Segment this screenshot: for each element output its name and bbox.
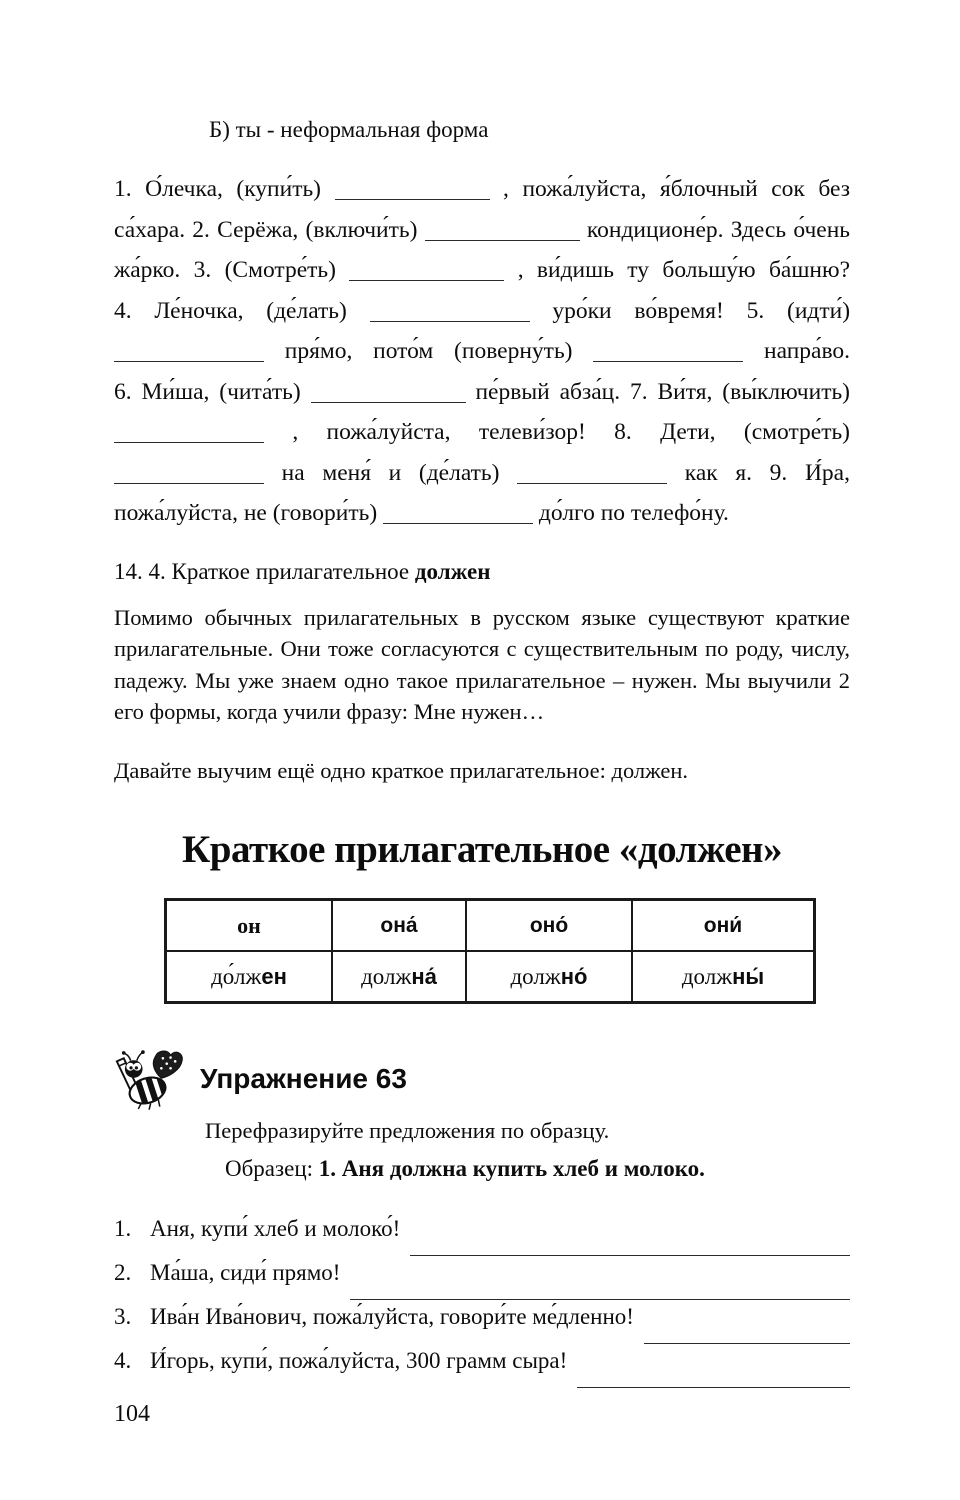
fill-line: пря́мо, пото́м (поверну́ть) напра́во. bbox=[114, 331, 850, 372]
table-header-cell: он bbox=[166, 900, 333, 952]
exercise-item bbox=[114, 1216, 850, 1260]
answer-blank bbox=[370, 299, 530, 322]
form-ending: ен bbox=[261, 963, 287, 989]
answer-blank bbox=[335, 177, 490, 200]
answer-blank bbox=[311, 380, 466, 403]
page-content bbox=[0, 117, 960, 1392]
fill-line: 1. О́лечка, (купи́ть) , пожа́луйста, я́блочный сок без bbox=[114, 176, 850, 202]
exercise-item bbox=[114, 1260, 850, 1304]
fill-line: жа́рко. 3. (Смотре́ть) , ви́дишь ту большу́ю ба́шню? bbox=[114, 257, 850, 283]
item-text: Аня, купи́ хлеб и молоко́! bbox=[150, 1216, 401, 1241]
answer-blank bbox=[114, 420, 264, 443]
item-number: 3. bbox=[114, 1304, 132, 1329]
section-heading bbox=[114, 559, 850, 585]
table-header-cell: она́ bbox=[332, 900, 466, 952]
conjugation-table bbox=[164, 898, 816, 1004]
answer-blank bbox=[517, 461, 667, 484]
answer-blank bbox=[114, 461, 264, 484]
sample-line bbox=[225, 1156, 850, 1182]
bee-pencil-icon bbox=[106, 1046, 186, 1112]
imperative-fill-in-exercise bbox=[114, 169, 850, 534]
answer-blank bbox=[114, 339, 264, 362]
table-form-cell: до́лжен bbox=[166, 951, 333, 1003]
answer-line bbox=[350, 1277, 850, 1300]
item-text: И́горь, купи́, пожа́луйста, 300 грамм сыра! bbox=[150, 1348, 568, 1373]
page-number: 104 bbox=[114, 1401, 150, 1427]
section-heading-prefix: 14. 4. Краткое прилагательное bbox=[114, 558, 415, 584]
answer-blank bbox=[349, 258, 504, 281]
answer-line bbox=[577, 1365, 850, 1388]
fill-line: са́хара. 2. Серёжа, (включи́ть) кондиционе́р. Здесь о́чень bbox=[114, 216, 850, 243]
answer-blank bbox=[593, 339, 743, 362]
exercise-item bbox=[114, 1304, 850, 1348]
grammar-paragraph: Помимо обычных прилагательных в русском языке существуют краткие прилагательные. Они тоже согласуются с существительным по роду, числу, падежу. Мы уже знаем одно такое прилагательное – нужен. Мы выучили 2 его формы, когда учили фразу: Мне нужен… bbox=[114, 604, 850, 724]
answer-line bbox=[410, 1233, 850, 1256]
item-number: 4. bbox=[114, 1348, 132, 1373]
form-ending: на́ bbox=[411, 963, 437, 989]
exercise-item bbox=[114, 1348, 850, 1392]
table-title: Краткое прилагательное «должен» bbox=[182, 828, 782, 871]
form-ending: ны́ bbox=[732, 963, 765, 989]
subsection-heading: Б) ты - неформальная форма bbox=[209, 117, 489, 142]
exercise-instruction: Перефразируйте предложения по образцу. bbox=[205, 1118, 610, 1143]
answer-line bbox=[644, 1321, 850, 1344]
lead-in-note: Давайте выучим ещё одно краткое прилагательное: должен. bbox=[114, 757, 689, 783]
exercise-header bbox=[106, 1046, 850, 1112]
table-header-cell: оно́ bbox=[466, 900, 632, 952]
item-number: 1. bbox=[114, 1216, 132, 1241]
answer-blank bbox=[425, 218, 580, 241]
table-form-cell: должны́ bbox=[632, 951, 815, 1003]
fill-line: 4. Ле́ночка, (де́лать) уро́ки во́время! 5. (идти́) bbox=[114, 297, 851, 324]
form-ending: но́ bbox=[560, 963, 588, 989]
sample-text: 1. Аня должна купить хлеб и молоко. bbox=[318, 1156, 705, 1181]
fill-line: пожа́луйста, не (говори́ть) до́лго по телефо́ну. bbox=[114, 500, 729, 526]
section-heading-bold-term: должен bbox=[414, 558, 491, 584]
table-header-cell: они́ bbox=[632, 900, 815, 952]
item-number: 2. bbox=[114, 1260, 132, 1285]
item-text: Ива́н Ива́нович, пожа́луйста, говори́те ме́дленно! bbox=[150, 1304, 634, 1329]
fill-line: на меня́ и (де́лать) как я. 9. И́ра, bbox=[114, 453, 850, 494]
exercise-items bbox=[114, 1216, 850, 1392]
fill-line: , пожа́луйста, телеви́зор! 8. Дети, (смотре́ть) bbox=[114, 412, 850, 453]
table-form-cell: должна́ bbox=[332, 951, 466, 1003]
table-form-cell: должно́ bbox=[466, 951, 632, 1003]
fill-line: 6. Ми́ша, (чита́ть) пе́рвый абза́ц. 7. Ви́тя, (вы́ключить) bbox=[114, 378, 851, 405]
exercise-title: Упражнение 63 bbox=[200, 1063, 407, 1094]
sample-label: Образец: bbox=[225, 1156, 314, 1181]
item-text: Ма́ша, сиди́ прямо! bbox=[150, 1260, 341, 1285]
answer-blank bbox=[383, 501, 533, 524]
